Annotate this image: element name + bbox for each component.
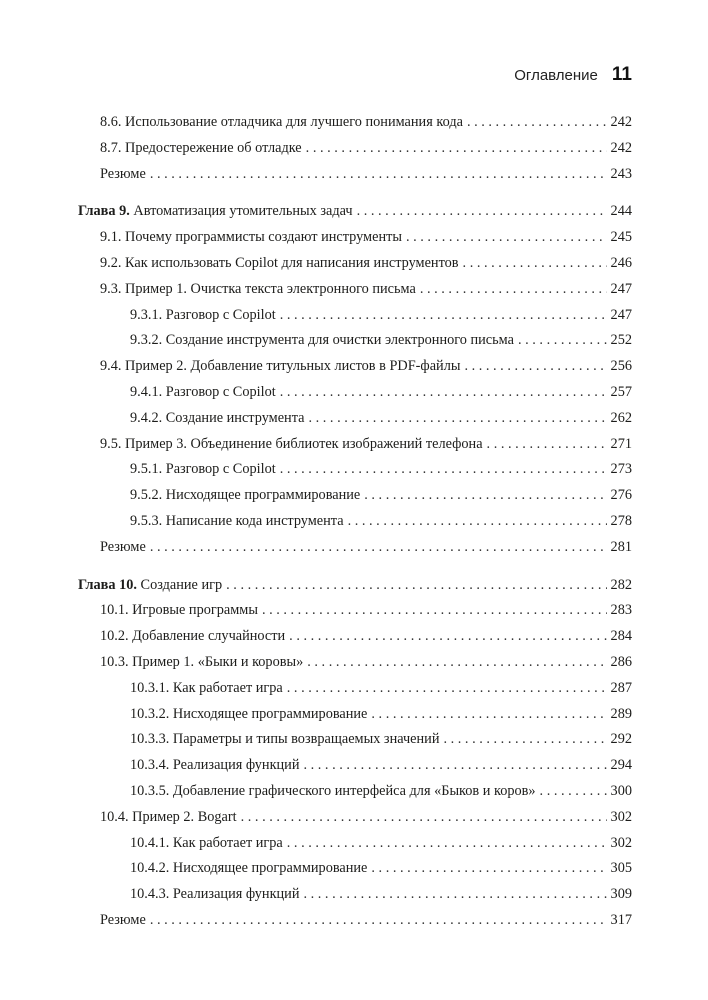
toc-entry (78, 140, 632, 166)
leader-dots (463, 255, 607, 272)
toc-entry-page: 273 (610, 461, 632, 478)
toc-entry-label: 9.4. Пример 2. Добавление титульных листов в PDF-файлы (100, 358, 461, 375)
toc-entry (78, 912, 632, 938)
leader-dots (262, 602, 607, 619)
toc-entry-page: 300 (610, 782, 632, 799)
toc-entry (78, 628, 632, 654)
leader-dots (308, 410, 606, 427)
toc-entry (78, 783, 632, 809)
toc-entry (78, 229, 632, 255)
toc-entry-page: 244 (610, 203, 632, 220)
table-of-contents (78, 114, 632, 938)
toc-entry-page: 242 (610, 139, 632, 156)
leader-dots (280, 461, 607, 478)
toc-entry-page: 294 (610, 757, 632, 774)
toc-entry-label: Резюме (100, 165, 146, 182)
toc-entry-label: Резюме (100, 538, 146, 555)
toc-entry-page: 262 (610, 409, 632, 426)
toc-entry-label: 10.2. Добавление случайности (100, 628, 286, 645)
leader-dots (540, 783, 607, 800)
leader-dots (371, 706, 606, 723)
toc-entry-label: 10.3.2. Нисходящее программирование (130, 705, 368, 722)
toc-entry (78, 602, 632, 628)
toc-entry-page: 247 (610, 306, 632, 323)
toc-entry (78, 114, 632, 140)
toc-entry-label: 9.1. Почему программисты создают инструменты (100, 229, 402, 246)
toc-entry (78, 706, 632, 732)
toc-entry-label: 10.1. Игровые программы (100, 602, 258, 619)
page-number: 11 (611, 64, 632, 85)
leader-dots (357, 203, 607, 220)
toc-entry (78, 461, 632, 487)
leader-dots (307, 654, 606, 671)
chapter-prefix: Глава 10. (78, 576, 137, 593)
toc-entry-label: 10.4.1. Как работает игра (130, 834, 283, 851)
toc-entry-label: 9.5.3. Написание кода инструмента (130, 512, 344, 529)
toc-entry-page: 286 (610, 653, 632, 670)
toc-entry (78, 731, 632, 757)
leader-dots (364, 487, 606, 504)
leader-dots (287, 680, 607, 697)
toc-entry (78, 757, 632, 783)
leader-dots (303, 886, 606, 903)
toc-entry-page: 282 (610, 576, 632, 593)
leader-dots (150, 539, 607, 556)
toc-entry-page: 245 (610, 229, 632, 246)
toc-entry-label: 10.3. Пример 1. «Быки и коровы» (100, 653, 304, 670)
toc-entry (78, 680, 632, 706)
toc-entry-page: 243 (610, 165, 632, 182)
toc-entry-page: 276 (610, 487, 632, 504)
toc-entry-label: Резюме (100, 911, 146, 928)
toc-chapter-9 (78, 203, 632, 229)
toc-entry (78, 166, 632, 192)
toc-entry (78, 255, 632, 281)
leader-dots (226, 577, 606, 594)
toc-entry (78, 487, 632, 513)
toc-entry (78, 436, 632, 462)
leader-dots (150, 166, 607, 183)
leader-dots (303, 757, 606, 774)
toc-entry-page: 242 (610, 114, 632, 130)
toc-entry-page: 289 (610, 705, 632, 722)
toc-entry-page: 317 (610, 911, 632, 928)
toc-entry-page: 271 (610, 435, 632, 452)
toc-entry-label: 10.4.3. Реализация функций (130, 886, 300, 903)
leader-dots (241, 809, 607, 826)
section-title: Оглавление (514, 67, 598, 84)
leader-dots (371, 860, 606, 877)
toc-entry-label: 9.5. Пример 3. Объединение библиотек изображений телефона (100, 435, 483, 452)
toc-entry (78, 307, 632, 333)
toc-entry-page: 246 (610, 254, 632, 271)
toc-entry-label: 10.3.4. Реализация функций (130, 757, 300, 774)
leader-dots (289, 628, 606, 645)
leader-dots (287, 835, 607, 852)
leader-dots (280, 384, 607, 401)
toc-entry-label: 10.4. Пример 2. Bogart (100, 808, 237, 825)
toc-entry-label: 9.2. Как использовать Copilot для написания инструментов (100, 254, 459, 271)
toc-entry-page: 305 (610, 860, 632, 877)
toc-entry-page: 309 (610, 886, 632, 903)
toc-entry-page: 302 (610, 808, 632, 825)
toc-entry-page: 292 (610, 731, 632, 748)
chapter-title: Автоматизация утомительных задач (133, 203, 353, 220)
toc-chapter-10 (78, 577, 632, 603)
toc-entry (78, 332, 632, 358)
chapter-prefix: Глава 9. (78, 203, 130, 220)
toc-entry (78, 886, 632, 912)
leader-dots (348, 513, 607, 530)
toc-entry-page: 252 (610, 332, 632, 349)
leader-dots (464, 358, 606, 375)
leader-dots (487, 436, 607, 453)
chapter-heading (78, 203, 353, 220)
toc-entry-page: 278 (610, 512, 632, 529)
toc-entry-page: 284 (610, 628, 632, 645)
toc-entry (78, 281, 632, 307)
toc-entry-page: 247 (610, 280, 632, 297)
leader-dots (280, 307, 607, 324)
toc-entry-label: 9.5.1. Разговор с Copilot (130, 461, 276, 478)
leader-dots (443, 731, 606, 748)
leader-dots (467, 114, 607, 131)
toc-entry-label: 10.4.2. Нисходящее программирование (130, 860, 368, 877)
toc-entry-page: 283 (610, 602, 632, 619)
toc-entry-page: 257 (610, 383, 632, 400)
toc-entry (78, 809, 632, 835)
chapter-gap (78, 191, 632, 203)
leader-dots (306, 140, 607, 157)
toc-entry-label: 9.4.1. Разговор с Copilot (130, 383, 276, 400)
chapter-gap (78, 565, 632, 577)
toc-entry-label: 9.5.2. Нисходящее программирование (130, 487, 361, 504)
toc-entry (78, 358, 632, 384)
toc-entry-label: 10.3.3. Параметры и типы возвращаемых значений (130, 731, 440, 748)
toc-entry-label: 8.6. Использование отладчика для лучшего понимания кода (100, 114, 463, 130)
toc-entry-label: 9.3.1. Разговор с Copilot (130, 306, 276, 323)
toc-entry (78, 654, 632, 680)
leader-dots (406, 229, 607, 246)
leader-dots (150, 912, 607, 929)
toc-entry (78, 410, 632, 436)
toc-entry-label: 9.3.2. Создание инструмента для очистки электронного письма (130, 332, 514, 349)
toc-entry-label: 8.7. Предостережение об отладке (100, 139, 302, 156)
chapter-heading (78, 577, 222, 594)
chapter-title: Создание игр (140, 576, 223, 593)
leader-dots (420, 281, 607, 298)
toc-entry (78, 539, 632, 565)
toc-entry-label: 9.3. Пример 1. Очистка текста электронного письма (100, 280, 416, 297)
toc-entry-label: 9.4.2. Создание инструмента (130, 409, 305, 426)
toc-entry-label: 10.3.1. Как работает игра (130, 679, 283, 696)
running-header (514, 64, 632, 86)
toc-entry-label: 10.3.5. Добавление графического интерфейса для «Быков и коров» (130, 782, 536, 799)
toc-entry (78, 384, 632, 410)
toc-entry-page: 281 (610, 538, 632, 555)
toc-entry-page: 287 (610, 679, 632, 696)
toc-entry (78, 835, 632, 861)
toc-entry (78, 860, 632, 886)
toc-entry-page: 302 (610, 834, 632, 851)
toc-entry-page: 256 (610, 358, 632, 375)
leader-dots (518, 332, 607, 349)
toc-entry (78, 513, 632, 539)
